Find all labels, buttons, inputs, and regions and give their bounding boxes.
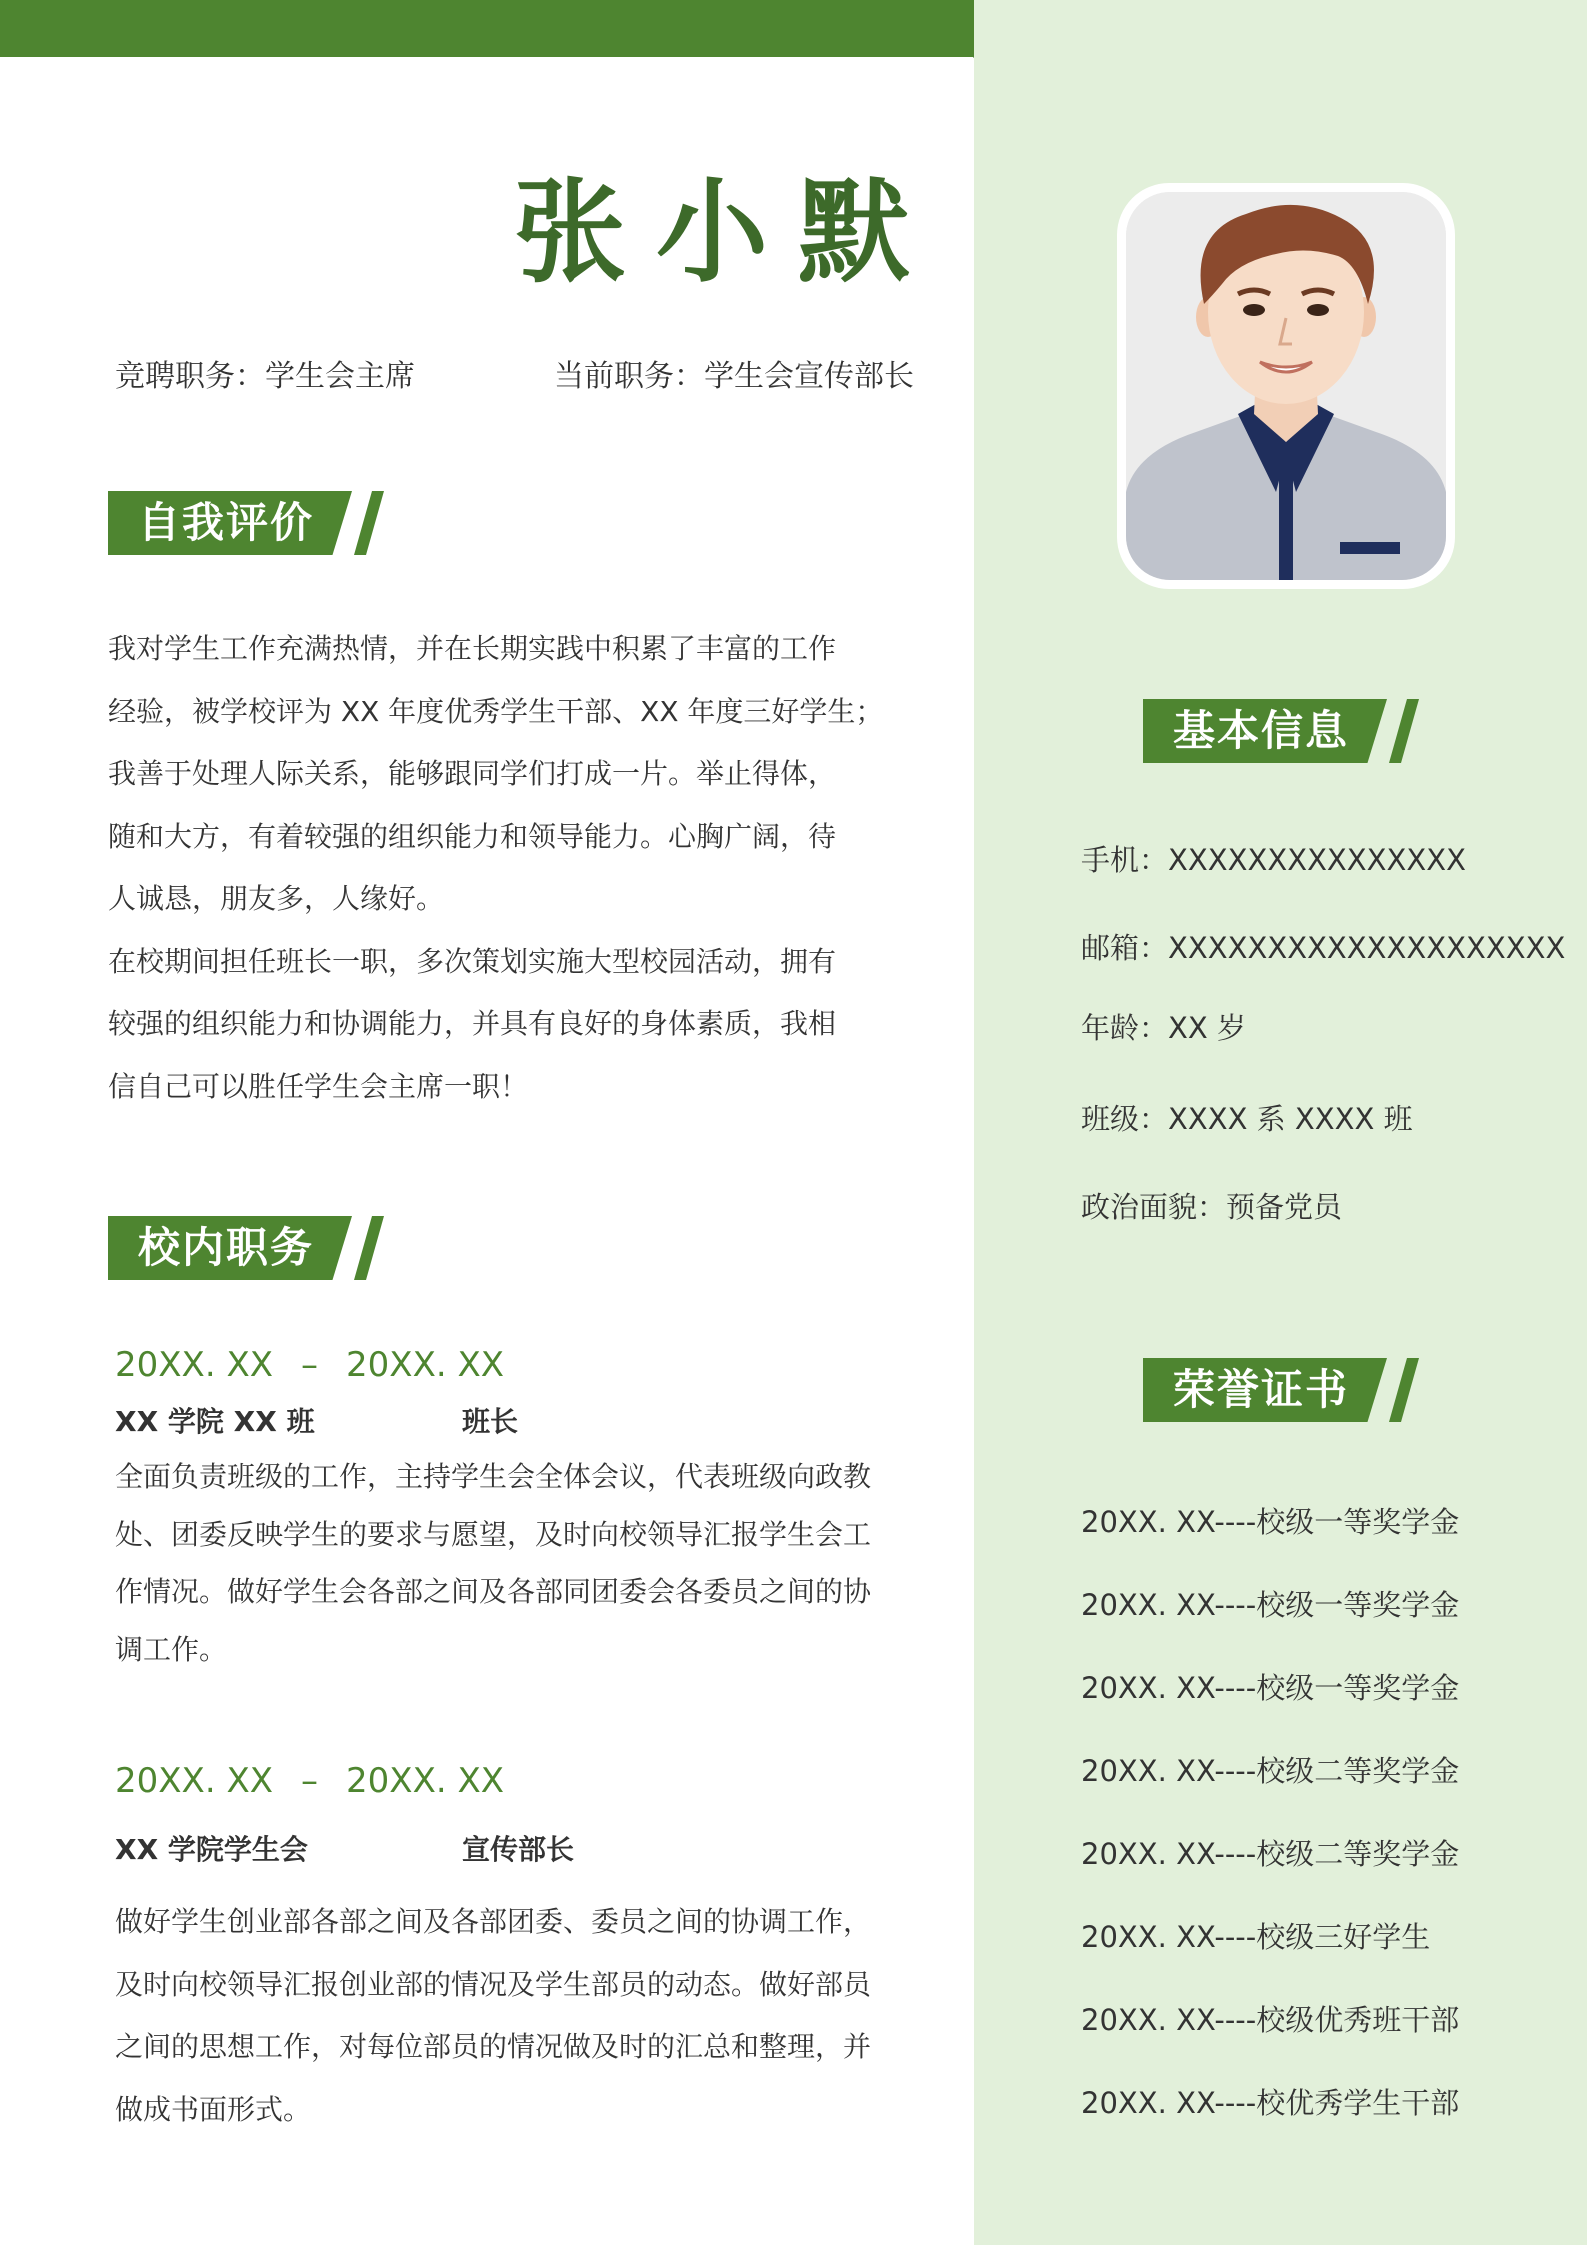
honor-item: 20XX. XX----校级一等奖学金 — [1081, 1588, 1460, 1622]
job-end-date: 20XX. XX — [346, 1345, 505, 1385]
text-line: 处、团委反映学生的要求与愿望，及时向校领导汇报学生会工 — [115, 1517, 872, 1551]
text-line: 我善于处理人际关系，能够跟同学们打成一片。举止得体， — [108, 757, 837, 790]
job-role-row — [115, 1827, 915, 1873]
text-line: 及时向校领导汇报创业部的情况及学生部员的动态。做好部员 — [115, 1967, 872, 2001]
job-entry — [115, 1340, 915, 1678]
date-separator: – — [301, 1761, 319, 1801]
text-line: 在校期间担任班长一职，多次策划实施大型校园活动，拥有 — [108, 944, 837, 978]
job-role: 宣传部长 — [462, 1833, 575, 1866]
section-header-slash — [354, 1216, 384, 1280]
candidate-name: 张小默 — [514, 168, 940, 298]
text-line: 做成书面形式。 — [115, 2092, 312, 2126]
basic-info-title: 基本信息 — [1173, 706, 1350, 755]
section-header-slash — [354, 491, 384, 555]
current-position: 当前职务：学生会宣传部长 — [554, 359, 914, 394]
self-evaluation-text — [108, 618, 888, 1118]
info-political-status: 政治面貌：预备党员 — [1081, 1190, 1343, 1224]
avatar-illustration — [1126, 192, 1446, 580]
text-line: 经验，被学校评为 XX 年度优秀学生干部、XX 年度三好学生； — [108, 694, 884, 728]
job-period — [115, 1340, 915, 1390]
text-line: 全面负责班级的工作，主持学生会全体会议，代表班级向政教 — [115, 1460, 872, 1493]
honor-item: 20XX. XX----校级一等奖学金 — [1081, 1671, 1460, 1705]
text-line: 做好学生创业部各部之间及各部团委、委员之间的协调工作， — [115, 1905, 872, 1938]
info-email: 邮箱：XXXXXXXXXXXXXXXXXXXX — [1081, 931, 1566, 965]
section-header-slash — [1389, 1358, 1419, 1422]
text-line: 人诚恳，朋友多，人缘好。 — [108, 882, 445, 915]
text-line: 我对学生工作充满热情，并在长期实践中积累了丰富的工作 — [108, 632, 837, 665]
job-period — [115, 1756, 915, 1806]
info-age: 年龄：XX 岁 — [1081, 1011, 1246, 1045]
job-organization: XX 学院 XX 班 — [115, 1405, 315, 1438]
honor-item: 20XX. XX----校级二等奖学金 — [1081, 1837, 1460, 1871]
text-line: 调工作。 — [115, 1632, 228, 1666]
job-entry — [115, 1756, 915, 2141]
profile-photo-frame — [1117, 183, 1455, 589]
date-separator: – — [301, 1345, 319, 1385]
honor-item: 20XX. XX----校优秀学生干部 — [1081, 2086, 1460, 2120]
job-end-date: 20XX. XX — [346, 1761, 505, 1801]
honor-item: 20XX. XX----校级优秀班干部 — [1081, 2003, 1460, 2037]
text-line: 信自己可以胜任学生会主席一职！ — [108, 1069, 529, 1103]
profile-photo — [1126, 192, 1446, 580]
job-description — [115, 1448, 915, 1678]
job-organization: XX 学院学生会 — [115, 1833, 308, 1866]
honor-item: 20XX. XX----校级三好学生 — [1081, 1920, 1431, 1954]
self-evaluation-header — [108, 491, 394, 561]
campus-positions-title: 校内职务 — [138, 1223, 315, 1272]
job-role: 班长 — [462, 1405, 519, 1438]
job-role-row — [115, 1399, 915, 1445]
honors-title: 荣誉证书 — [1173, 1365, 1350, 1414]
info-class: 班级：XXXX 系 XXXX 班 — [1081, 1102, 1413, 1136]
campus-positions-header — [108, 1216, 394, 1286]
text-line: 之间的思想工作，对每位部员的情况做及时的汇总和整理，并 — [115, 2030, 872, 2063]
info-phone: 手机：XXXXXXXXXXXXXXX — [1081, 843, 1467, 877]
job-start-date: 20XX. XX — [115, 1761, 274, 1801]
honor-item: 20XX. XX----校级一等奖学金 — [1081, 1505, 1460, 1539]
section-header-slash — [1389, 699, 1419, 763]
text-line: 随和大方，有着较强的组织能力和领导能力。心胸广阔，待 — [108, 819, 837, 853]
text-line: 较强的组织能力和协调能力，并具有良好的身体素质，我相 — [108, 1007, 837, 1040]
honor-item: 20XX. XX----校级二等奖学金 — [1081, 1754, 1460, 1788]
text-line: 作情况。做好学生会各部之间及各部同团委会各委员之间的协 — [115, 1575, 872, 1608]
applying-position: 竞聘职务：学生会主席 — [115, 359, 415, 394]
job-start-date: 20XX. XX — [115, 1345, 274, 1385]
basic-info-header — [1143, 699, 1429, 769]
job-description — [115, 1891, 915, 2141]
self-evaluation-title: 自我评价 — [138, 498, 315, 547]
honors-header — [1143, 1358, 1429, 1428]
